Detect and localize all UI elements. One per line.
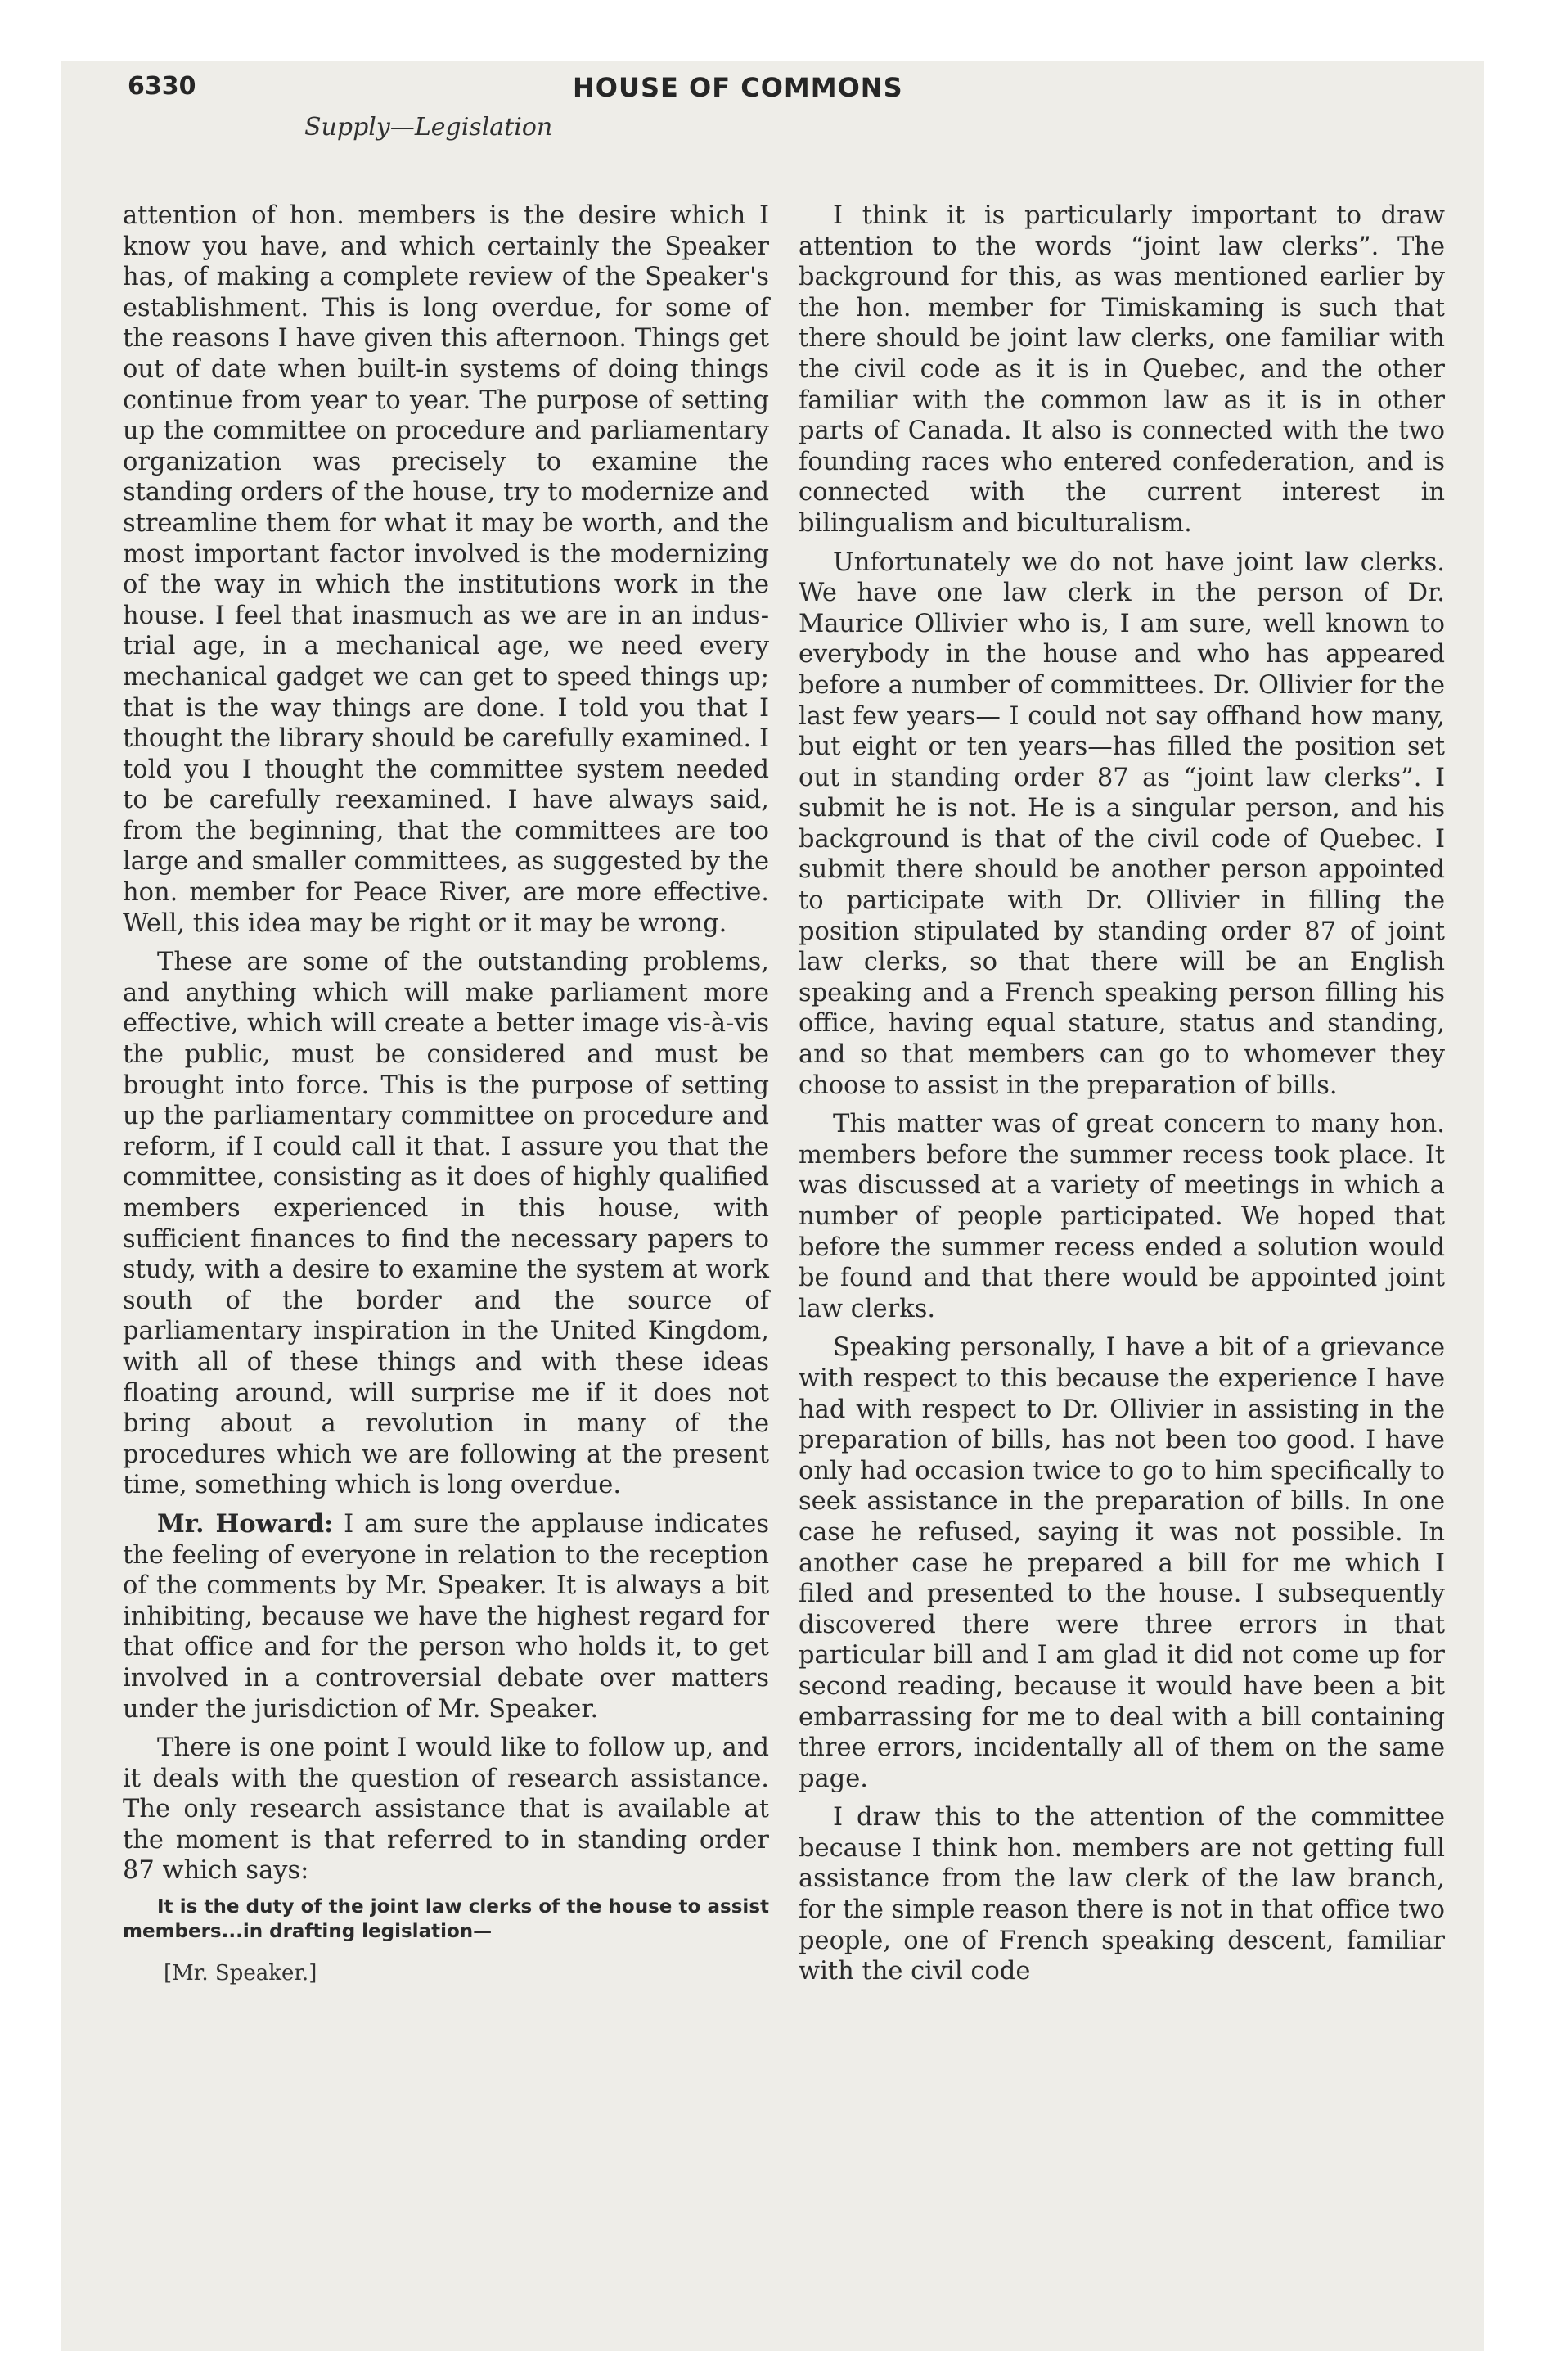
right-column: [799, 201, 1445, 1995]
standing-order-quote: It is the duty of the joint law clerks of the house to assist members...in drafting legislation—: [123, 1896, 769, 1943]
paragraph: Unfortunately we do not have joint law clerks. We have one law clerk in the person of Dr. Maurice Ollivier who is, I am sure, well known to everybody in the house and who has appeared before a number of committees. Dr. Ollivier for the last few years— I could not say offhand how many, but eight or ten years—has filled the position set out in standing order 87 as “joint law clerks”. I submit he is not. He is a singular person, and his background is that of the civil code of Quebec. I submit there should be another person appointed to participate with Dr. Ollivier in filling the position stipulated by standing order 87 of joint law clerks, so that there will be an English speaking and a French speaking person filling his office, having equal stature, status and standing, and so that members can go to whomever they choose to assist in the preparation of bills.: [799, 548, 1445, 1100]
paragraph: I draw this to the attention of the committee because I think hon. members are not getting full assistance from the law clerk of the law branch, for the simple reason there is not in that office two people, one of French speaking descent, familiar with the civil code: [799, 1803, 1445, 1986]
paragraph: attention of hon. members is the desire which I know you have, and which certainly the Speaker has, of making a complete review of the Speaker's establishment. This is long overdue, for some of the reasons I have given this afternoon. Things get out of date when built-in systems of doing things continue from year to year. The purpose of setting up the committee on procedure and parliamentary organization was precisely to examine the standing orders of the house, try to modernize and streamline them for what it may be worth, and the most important factor involved is the modernizing of the way in which the institutions work in the house. I feel that inasmuch as we are in an industrial age, in a mechanical age, we need every mechanical gadget we can get to speed things up; that is the way things are done. I told you that I thought the library should be carefully examined. I told you I thought the committee system needed to be carefully reexamined. I have always said, from the beginning, that the committees are too large and smaller committees, as suggested by the hon. member for Peace River, are more effective. Well, this idea may be right or it may be wrong.: [123, 201, 769, 938]
speech-text: I am sure the applause indicates the feeling of everyone in relation to the reception of the comments by Mr. Speaker. It is always a bit inhibiting, because we have the highest regard for that office and for the person who holds it, to get involved in a controversial debate over matters under the jurisdiction of Mr. Speaker.: [123, 1509, 769, 1724]
paragraph: This matter was of great concern to many hon. members before the summer recess took place. It was discussed at a variety of meetings in which a number of people participated. We hoped that before the summer recess ended a solution would be found and that there would be appointed joint law clerks.: [799, 1110, 1445, 1323]
page-header: [0, 72, 1548, 162]
paragraph-howard: [123, 1509, 769, 1724]
running-head: Supply—Legislation: [304, 113, 553, 142]
paragraph: Speaking personally, I have a bit of a grievance with respect to this because the experience I have had with respect to Dr. Ollivier in assisting in the preparation of bills, has not been too good. I have only had occasion twice to go to him specifically to seek assistance in the preparation of bills. In one case he refused, saying it was not possible. In another case he prepared a bill for me which I filed and presented to the house. I subsequently discovered there were three errors in that particular bill and I am glad it did not come up for second reading, because it would have been a bit embarrassing for me to deal with a bill containing three errors, incidentally all of them on the same page.: [799, 1333, 1445, 1793]
page-number: 6330: [128, 72, 196, 101]
paragraph: These are some of the outstanding problems, and anything which will make parliament more effective, which will create a better image vis-à-vis the public, must be considered and must be brought into force. This is the purpose of setting up the parliamentary committee on procedure and reform, if I could call it that. I assure you that the committee, consisting as it does of highly qualified members experienced in this house, with sufficient finances to find the necessary papers to study, with a desire to examine the system at work south of the border and the source of parliamentary inspiration in the United Kingdom, with all of these things and with these ideas floating around, will surprise me if it does not bring about a revolution in many of the procedures which we are following at the present time, something which is long overdue.: [123, 948, 769, 1500]
speaker-attribution: [Mr. Speaker.]: [164, 1961, 317, 1986]
left-column: [123, 201, 769, 1998]
paragraph: There is one point I would like to follow up, and it deals with the question of research assistance. The only research assistance that is available at the moment is that referred to in standing order 87 which says:: [123, 1733, 769, 1886]
speaker-name: Mr. Howard:: [157, 1508, 334, 1539]
journal-title: HOUSE OF COMMONS: [573, 72, 903, 103]
paragraph: I think it is particularly important to draw attention to the words “joint law clerks”. The background for this, as was mentioned earlier by the hon. member for Timiskaming is such that there should be joint law clerks, one familiar with the civil code as it is in Quebec, and the other familiar with the common law as it is in other parts of Canada. It also is connected with the two founding races who entered confederation, and is connected with the current interest in bilingualism and biculturalism.: [799, 201, 1445, 538]
